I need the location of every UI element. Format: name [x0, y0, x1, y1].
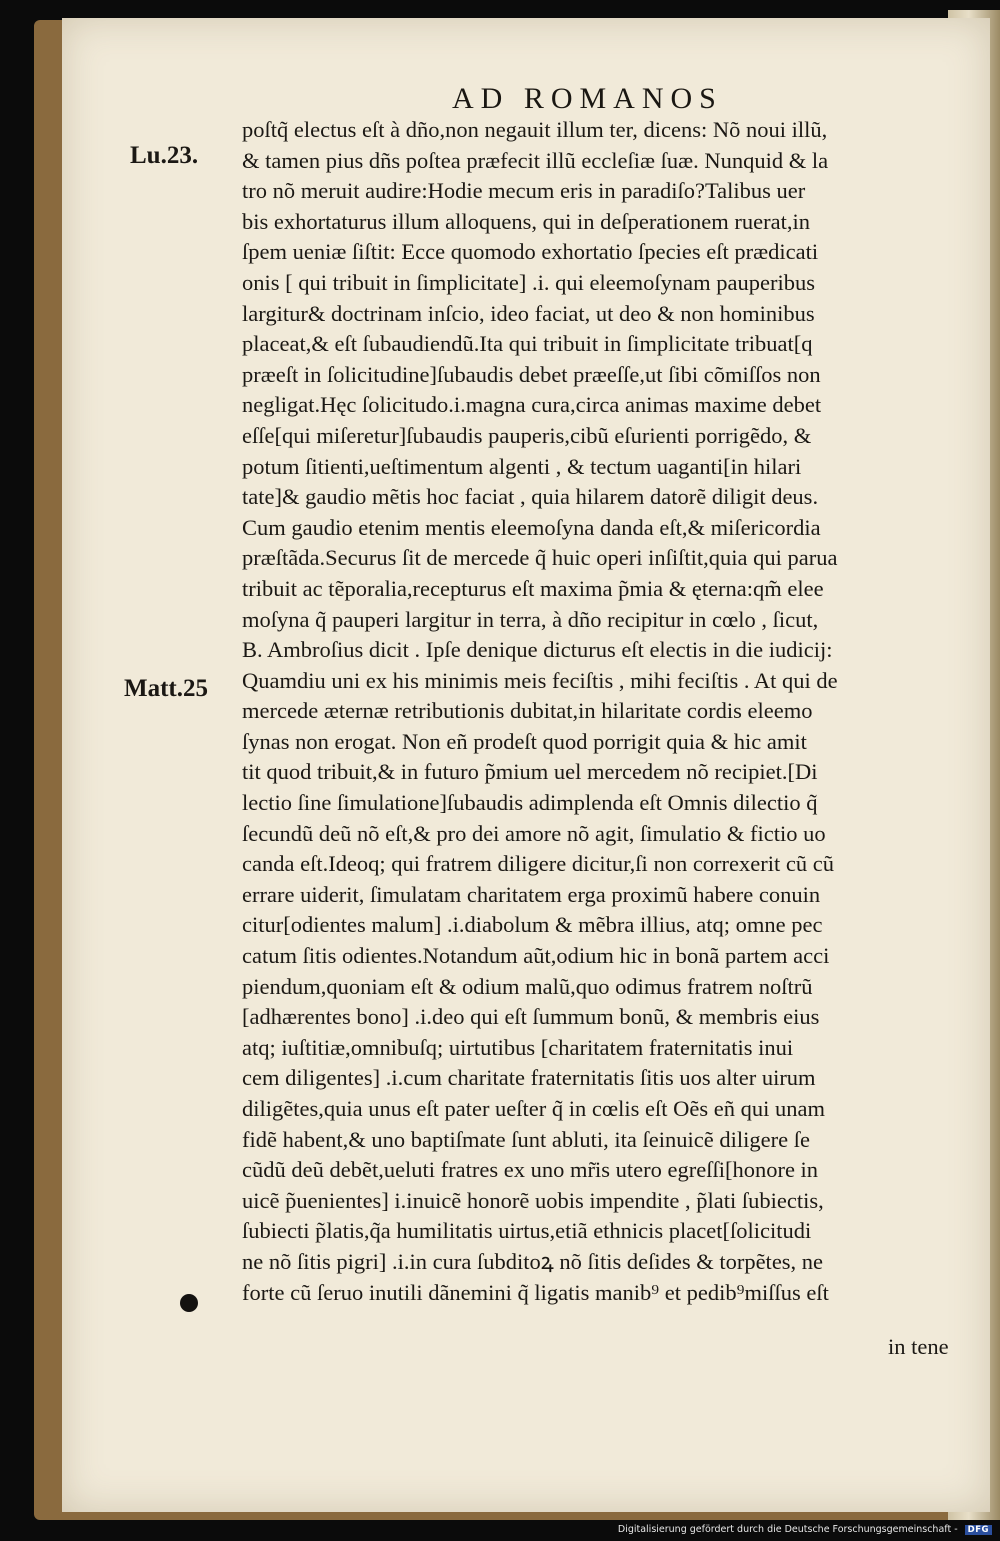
credit-text: Digitalisierung gefördert durch die Deutsche Forschungsgemeinschaft -	[617, 1524, 958, 1535]
text-line: Cum gaudio etenim mentis eleemoſyna danda eſt,& miſericordia	[242, 514, 821, 540]
dfg-logo: DFG	[965, 1525, 992, 1535]
text-line: placeat,& eſt ſubaudiendũ.Ita qui tribuit in ſimplicitate tribuat[q	[242, 331, 813, 357]
text-line: canda eſt.Ideoq; qui fratrem diligere dicitur,ſi non correxerit cũ cũ	[242, 851, 834, 877]
catchword: in tene	[888, 1334, 949, 1359]
text-line: onis [ qui tribuit in ſimplicitate] .i. qui eleemoſynam pauperibus	[242, 269, 816, 295]
text-line: ſubiecti p̃latis,q̃a humilitatis uirtus,etiã ethnicis placet[ſolicitudi	[242, 1218, 812, 1244]
text-line: negligat.Hęc ſolicitudo.i.magna cura,circa animas maxime debet	[242, 392, 822, 418]
text-line: diligẽtes,quia unus eſt pater ueſter q̃ in cœlis eſt Oẽs eñ qui unam	[242, 1096, 825, 1121]
text-line: tate]& gaudio mẽtis hoc faciat , quia hilarem datorẽ diligit deus.	[242, 484, 819, 510]
text-line: citur[odientes malum] .i.diabolum & mẽbra illius, atq; omne pec	[242, 912, 823, 938]
text-line: bis exhortaturus illum alloquens, qui in deſperationem ruerat,in	[242, 208, 810, 234]
text-line: atq; iuſtitiæ,omnibuſq; uirtutibus [charitatem fraternitatis inui	[242, 1034, 794, 1060]
digitization-credit	[618, 1524, 992, 1535]
text-line: ne nõ ſitis pigri] .i.in cura ſubditoꝝ nõ ſitis deſides & torpẽtes, ne	[242, 1248, 824, 1274]
text-line: mercede æternæ retributionis dubitat,in hilaritate cordis eleemo	[242, 698, 813, 724]
text-line: moſyna q̃ pauperi largitur in terra, à dño recipitur in cœlo , ſicut,	[242, 606, 819, 632]
text-line: largitur& doctrinam inſcio, ideo faciat, ut deo & non hominibus	[242, 300, 815, 326]
text-line: forte cũ ſeruo inutili dãnemini q̃ ligatis manib⁹ et pedib⁹miſſus eſt	[242, 1279, 829, 1305]
text-line: lectio ſine ſimulatione]ſubaudis adimplenda eſt Omnis dilectio q̃	[242, 790, 818, 816]
text-line: cem diligentes] .i.cum charitate fraternitatis ſitis uos alter uirum	[242, 1065, 816, 1091]
text-line: præeſt in ſolicitudine]ſubaudis debet præeſſe,ut ſibi cõmiſſos non	[242, 361, 821, 387]
text-line: Quamdiu uni ex his minimis meis feciſtis , mihi feciſtis . At qui de	[242, 667, 838, 693]
text-line: tit quod tribuit,& in futuro p̃mium uel mercedem nõ recipiet.[Di	[242, 759, 818, 785]
text-line: potum ſitienti,ueſtimentum algenti , & tectum uaganti[in hilari	[242, 453, 802, 479]
text-line: & tamen pius dñs poſtea præfecit illũ eccleſiæ ſuæ. Nunquid & la	[242, 147, 829, 173]
text-line: ſynas non erogat. Non eñ prodeſt quod porrigit quia & hic amit	[242, 728, 807, 754]
text-line: ſecundũ deũ nõ eſt,& pro dei amore nõ agit, ſimulatio & fictio uo	[242, 820, 826, 846]
text-line: errare uiderit, ſimulatam charitatem erga proximũ habere conuin	[242, 881, 821, 907]
text-line: [adhærentes bono] .i.deo qui eſt ſummum bonũ, & membris eius	[242, 1004, 820, 1030]
marginal-note-matthew: Matt.25	[124, 675, 208, 702]
text-line: tribuit ac tẽporalia,recepturus eſt maxima p̃mia & ęterna:qm̃ elee	[242, 575, 824, 601]
text-line: fidẽ habent,& uno baptiſmate ſunt abluti, ita ſeinuicẽ diligere ſe	[242, 1126, 810, 1152]
text-line: cũdũ deũ debẽt,ueluti fratres ex uno mr̃is utero egreſſi[honore in	[242, 1157, 819, 1183]
text-line: poſtq̃ electus eſt à dño,non negauit illum ter, dicens: Nõ noui illũ,	[242, 117, 828, 142]
text-line: piendum,quoniam eſt & odium malũ,quo odimus fratrem noſtrũ	[242, 973, 813, 999]
text-line: præſtãda.Securus ſit de mercede q̃ huic operi inſiſtit,quia qui parua	[242, 545, 838, 571]
text-line: eſſe[qui miſeretur]ſubaudis pauperis,cibũ eſurienti porrigẽdo, &	[242, 422, 812, 448]
marginal-note-luke: Lu.23.	[130, 142, 199, 169]
ink-dot-mark	[180, 1294, 198, 1312]
text-line: catum ſitis odientes.Notandum aũt,odium hic in bonã partem acci	[242, 943, 830, 969]
text-line: B. Ambroſius dicit . Ipſe denique dicturus eſt electis in die iudicij:	[242, 637, 833, 663]
text-line: tro nõ meruit audire:Hodie mecum eris in paradiſo?Talibus uer	[242, 178, 806, 204]
text-line: uicẽ p̃uenientes] i.inuicẽ honorẽ uobis impendite , p̃lati ſubiectis,	[242, 1187, 824, 1213]
text-block	[242, 115, 990, 1308]
text-line: ſpem ueniæ ſiſtit: Ecce quomodo exhortatio ſpecies eſt prædicati	[242, 239, 819, 265]
running-head: AD ROMANOS	[452, 82, 723, 115]
